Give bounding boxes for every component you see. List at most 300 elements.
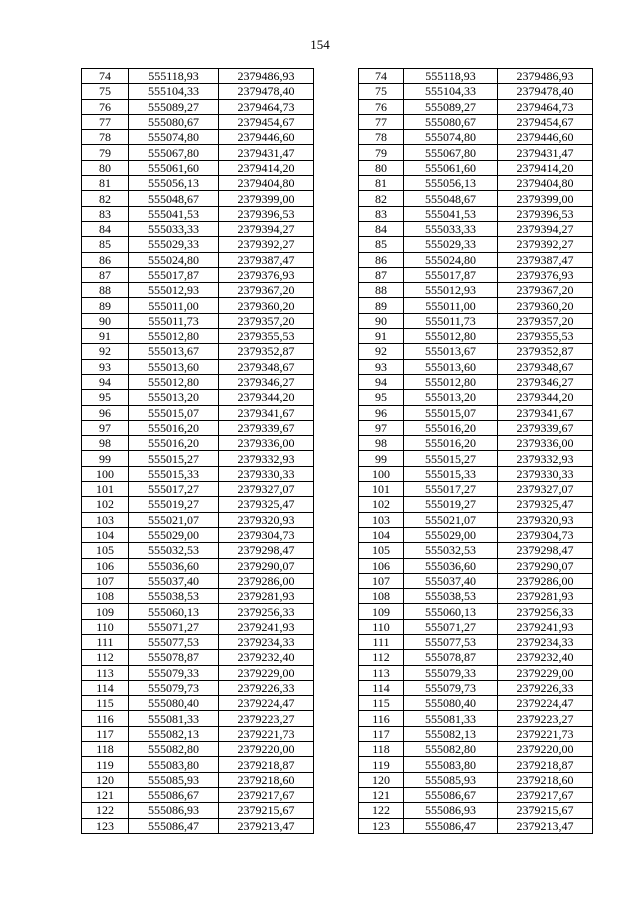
right-x-coordinate-cell: 555104,33 (404, 84, 498, 99)
right-y-coordinate-cell: 2379360,20 (498, 298, 593, 313)
column-gap (314, 390, 359, 405)
right-y-coordinate-cell: 2379281,93 (498, 589, 593, 604)
left-y-coordinate-cell: 2379387,47 (219, 252, 314, 267)
right-y-coordinate-cell: 2379346,27 (498, 374, 593, 389)
left-x-coordinate-cell: 555086,47 (129, 818, 219, 833)
column-gap (314, 696, 359, 711)
table-row (82, 742, 593, 757)
left-point-number-cell: 105 (82, 543, 129, 558)
right-point-number-cell: 90 (359, 313, 404, 328)
column-gap (314, 313, 359, 328)
table-row (82, 390, 593, 405)
right-y-coordinate-cell: 2379232,40 (498, 650, 593, 665)
right-y-coordinate-cell: 2379336,00 (498, 436, 593, 451)
table-row (82, 160, 593, 175)
left-point-number-cell: 87 (82, 267, 129, 282)
column-gap (314, 818, 359, 833)
left-x-coordinate-cell: 555015,07 (129, 405, 219, 420)
left-y-coordinate-cell: 2379330,33 (219, 466, 314, 481)
left-point-number-cell: 112 (82, 650, 129, 665)
right-x-coordinate-cell: 555017,27 (404, 482, 498, 497)
table-row (82, 604, 593, 619)
right-point-number-cell: 92 (359, 344, 404, 359)
left-x-coordinate-cell: 555080,40 (129, 696, 219, 711)
right-y-coordinate-cell: 2379218,60 (498, 772, 593, 787)
coordinates-table-body (82, 69, 593, 834)
right-point-number-cell: 85 (359, 237, 404, 252)
left-x-coordinate-cell: 555077,53 (129, 634, 219, 649)
left-x-coordinate-cell: 555086,67 (129, 787, 219, 802)
column-gap (314, 558, 359, 573)
right-y-coordinate-cell: 2379256,33 (498, 604, 593, 619)
left-point-number-cell: 102 (82, 497, 129, 512)
right-y-coordinate-cell: 2379414,20 (498, 160, 593, 175)
left-y-coordinate-cell: 2379394,27 (219, 221, 314, 236)
left-point-number-cell: 119 (82, 757, 129, 772)
left-y-coordinate-cell: 2379341,67 (219, 405, 314, 420)
right-x-coordinate-cell: 555074,80 (404, 130, 498, 145)
left-y-coordinate-cell: 2379304,73 (219, 527, 314, 542)
right-x-coordinate-cell: 555013,60 (404, 359, 498, 374)
left-x-coordinate-cell: 555012,80 (129, 329, 219, 344)
right-point-number-cell: 111 (359, 634, 404, 649)
table-row (82, 237, 593, 252)
right-point-number-cell: 84 (359, 221, 404, 236)
column-gap (314, 742, 359, 757)
left-point-number-cell: 120 (82, 772, 129, 787)
right-y-coordinate-cell: 2379376,93 (498, 267, 593, 282)
left-y-coordinate-cell: 2379226,33 (219, 680, 314, 695)
right-point-number-cell: 81 (359, 176, 404, 191)
left-point-number-cell: 83 (82, 206, 129, 221)
left-point-number-cell: 80 (82, 160, 129, 175)
right-point-number-cell: 107 (359, 573, 404, 588)
table-row (82, 665, 593, 680)
table-row (82, 176, 593, 191)
left-point-number-cell: 74 (82, 69, 129, 84)
left-x-coordinate-cell: 555118,93 (129, 69, 219, 84)
left-y-coordinate-cell: 2379392,27 (219, 237, 314, 252)
right-point-number-cell: 93 (359, 359, 404, 374)
right-x-coordinate-cell: 555048,67 (404, 191, 498, 206)
left-x-coordinate-cell: 555036,60 (129, 558, 219, 573)
left-point-number-cell: 91 (82, 329, 129, 344)
left-y-coordinate-cell: 2379336,00 (219, 436, 314, 451)
right-x-coordinate-cell: 555037,40 (404, 573, 498, 588)
right-point-number-cell: 86 (359, 252, 404, 267)
table-row (82, 543, 593, 558)
right-x-coordinate-cell: 555015,27 (404, 451, 498, 466)
right-point-number-cell: 89 (359, 298, 404, 313)
right-x-coordinate-cell: 555089,27 (404, 99, 498, 114)
left-point-number-cell: 121 (82, 787, 129, 802)
column-gap (314, 665, 359, 680)
column-gap (314, 176, 359, 191)
column-gap (314, 405, 359, 420)
table-row (82, 787, 593, 802)
left-y-coordinate-cell: 2379446,60 (219, 130, 314, 145)
table-row (82, 818, 593, 833)
left-y-coordinate-cell: 2379325,47 (219, 497, 314, 512)
table-row (82, 130, 593, 145)
right-x-coordinate-cell: 555038,53 (404, 589, 498, 604)
right-x-coordinate-cell: 555036,60 (404, 558, 498, 573)
right-x-coordinate-cell: 555013,67 (404, 344, 498, 359)
table-row (82, 329, 593, 344)
left-point-number-cell: 117 (82, 726, 129, 741)
right-y-coordinate-cell: 2379220,00 (498, 742, 593, 757)
table-row (82, 283, 593, 298)
column-gap (314, 680, 359, 695)
left-x-coordinate-cell: 555079,73 (129, 680, 219, 695)
table-row (82, 573, 593, 588)
right-y-coordinate-cell: 2379396,53 (498, 206, 593, 221)
left-y-coordinate-cell: 2379367,20 (219, 283, 314, 298)
left-x-coordinate-cell: 555081,33 (129, 711, 219, 726)
left-point-number-cell: 77 (82, 114, 129, 129)
left-x-coordinate-cell: 555033,33 (129, 221, 219, 236)
right-y-coordinate-cell: 2379399,00 (498, 191, 593, 206)
right-y-coordinate-cell: 2379223,27 (498, 711, 593, 726)
right-x-coordinate-cell: 555056,13 (404, 176, 498, 191)
right-x-coordinate-cell: 555085,93 (404, 772, 498, 787)
column-gap (314, 84, 359, 99)
left-point-number-cell: 78 (82, 130, 129, 145)
right-point-number-cell: 77 (359, 114, 404, 129)
left-x-coordinate-cell: 555017,87 (129, 267, 219, 282)
right-point-number-cell: 78 (359, 130, 404, 145)
right-x-coordinate-cell: 555011,00 (404, 298, 498, 313)
left-y-coordinate-cell: 2379396,53 (219, 206, 314, 221)
right-y-coordinate-cell: 2379320,93 (498, 512, 593, 527)
left-y-coordinate-cell: 2379486,93 (219, 69, 314, 84)
table-row (82, 145, 593, 160)
right-point-number-cell: 121 (359, 787, 404, 802)
left-point-number-cell: 108 (82, 589, 129, 604)
table-row (82, 527, 593, 542)
table-row (82, 558, 593, 573)
right-point-number-cell: 114 (359, 680, 404, 695)
table-row (82, 634, 593, 649)
left-y-coordinate-cell: 2379218,87 (219, 757, 314, 772)
left-x-coordinate-cell: 555086,93 (129, 803, 219, 818)
left-x-coordinate-cell: 555041,53 (129, 206, 219, 221)
table-row (82, 313, 593, 328)
left-point-number-cell: 97 (82, 420, 129, 435)
right-point-number-cell: 87 (359, 267, 404, 282)
column-gap (314, 573, 359, 588)
left-point-number-cell: 92 (82, 344, 129, 359)
left-x-coordinate-cell: 555060,13 (129, 604, 219, 619)
right-x-coordinate-cell: 555086,47 (404, 818, 498, 833)
left-point-number-cell: 106 (82, 558, 129, 573)
left-y-coordinate-cell: 2379256,33 (219, 604, 314, 619)
left-x-coordinate-cell: 555079,33 (129, 665, 219, 680)
left-x-coordinate-cell: 555016,20 (129, 436, 219, 451)
right-point-number-cell: 116 (359, 711, 404, 726)
right-point-number-cell: 117 (359, 726, 404, 741)
right-x-coordinate-cell: 555067,80 (404, 145, 498, 160)
left-point-number-cell: 122 (82, 803, 129, 818)
left-x-coordinate-cell: 555032,53 (129, 543, 219, 558)
left-point-number-cell: 89 (82, 298, 129, 313)
right-y-coordinate-cell: 2379394,27 (498, 221, 593, 236)
table-row (82, 344, 593, 359)
right-y-coordinate-cell: 2379344,20 (498, 390, 593, 405)
column-gap (314, 374, 359, 389)
column-gap (314, 69, 359, 84)
left-point-number-cell: 110 (82, 619, 129, 634)
left-y-coordinate-cell: 2379346,27 (219, 374, 314, 389)
table-row (82, 206, 593, 221)
column-gap (314, 589, 359, 604)
left-y-coordinate-cell: 2379332,93 (219, 451, 314, 466)
right-y-coordinate-cell: 2379486,93 (498, 69, 593, 84)
table-row (82, 99, 593, 114)
right-x-coordinate-cell: 555033,33 (404, 221, 498, 236)
right-x-coordinate-cell: 555077,53 (404, 634, 498, 649)
left-point-number-cell: 93 (82, 359, 129, 374)
right-x-coordinate-cell: 555013,20 (404, 390, 498, 405)
left-y-coordinate-cell: 2379232,40 (219, 650, 314, 665)
right-point-number-cell: 100 (359, 466, 404, 481)
right-x-coordinate-cell: 555118,93 (404, 69, 498, 84)
left-y-coordinate-cell: 2379348,67 (219, 359, 314, 374)
right-x-coordinate-cell: 555012,93 (404, 283, 498, 298)
right-point-number-cell: 108 (359, 589, 404, 604)
right-point-number-cell: 98 (359, 436, 404, 451)
right-point-number-cell: 102 (359, 497, 404, 512)
left-y-coordinate-cell: 2379355,53 (219, 329, 314, 344)
left-y-coordinate-cell: 2379290,07 (219, 558, 314, 573)
left-point-number-cell: 107 (82, 573, 129, 588)
left-point-number-cell: 109 (82, 604, 129, 619)
left-x-coordinate-cell: 555085,93 (129, 772, 219, 787)
right-y-coordinate-cell: 2379327,07 (498, 482, 593, 497)
page-number: 154 (310, 37, 330, 52)
right-y-coordinate-cell: 2379218,87 (498, 757, 593, 772)
right-y-coordinate-cell: 2379332,93 (498, 451, 593, 466)
right-x-coordinate-cell: 555012,80 (404, 374, 498, 389)
column-gap (314, 650, 359, 665)
right-y-coordinate-cell: 2379298,47 (498, 543, 593, 558)
left-y-coordinate-cell: 2379213,47 (219, 818, 314, 833)
left-x-coordinate-cell: 555067,80 (129, 145, 219, 160)
right-point-number-cell: 118 (359, 742, 404, 757)
left-x-coordinate-cell: 555011,73 (129, 313, 219, 328)
right-x-coordinate-cell: 555081,33 (404, 711, 498, 726)
left-point-number-cell: 75 (82, 84, 129, 99)
right-x-coordinate-cell: 555061,60 (404, 160, 498, 175)
left-x-coordinate-cell: 555037,40 (129, 573, 219, 588)
left-x-coordinate-cell: 555015,33 (129, 466, 219, 481)
left-y-coordinate-cell: 2379221,73 (219, 726, 314, 741)
left-x-coordinate-cell: 555016,20 (129, 420, 219, 435)
left-point-number-cell: 99 (82, 451, 129, 466)
left-x-coordinate-cell: 555074,80 (129, 130, 219, 145)
right-point-number-cell: 103 (359, 512, 404, 527)
right-y-coordinate-cell: 2379286,00 (498, 573, 593, 588)
right-y-coordinate-cell: 2379213,47 (498, 818, 593, 833)
right-y-coordinate-cell: 2379352,87 (498, 344, 593, 359)
left-point-number-cell: 79 (82, 145, 129, 160)
left-y-coordinate-cell: 2379360,20 (219, 298, 314, 313)
column-gap (314, 512, 359, 527)
right-y-coordinate-cell: 2379217,67 (498, 787, 593, 802)
left-y-coordinate-cell: 2379217,67 (219, 787, 314, 802)
left-y-coordinate-cell: 2379327,07 (219, 482, 314, 497)
left-point-number-cell: 116 (82, 711, 129, 726)
column-gap (314, 527, 359, 542)
right-point-number-cell: 74 (359, 69, 404, 84)
left-y-coordinate-cell: 2379357,20 (219, 313, 314, 328)
right-point-number-cell: 88 (359, 283, 404, 298)
left-point-number-cell: 96 (82, 405, 129, 420)
left-point-number-cell: 82 (82, 191, 129, 206)
right-y-coordinate-cell: 2379325,47 (498, 497, 593, 512)
right-x-coordinate-cell: 555011,73 (404, 313, 498, 328)
right-x-coordinate-cell: 555079,33 (404, 665, 498, 680)
right-y-coordinate-cell: 2379290,07 (498, 558, 593, 573)
right-y-coordinate-cell: 2379464,73 (498, 99, 593, 114)
right-x-coordinate-cell: 555017,87 (404, 267, 498, 282)
column-gap (314, 420, 359, 435)
right-y-coordinate-cell: 2379355,53 (498, 329, 593, 344)
right-y-coordinate-cell: 2379387,47 (498, 252, 593, 267)
table-row (82, 84, 593, 99)
right-x-coordinate-cell: 555016,20 (404, 436, 498, 451)
right-point-number-cell: 94 (359, 374, 404, 389)
right-y-coordinate-cell: 2379339,67 (498, 420, 593, 435)
right-point-number-cell: 104 (359, 527, 404, 542)
column-gap (314, 619, 359, 634)
table-row (82, 726, 593, 741)
right-y-coordinate-cell: 2379367,20 (498, 283, 593, 298)
left-point-number-cell: 86 (82, 252, 129, 267)
column-gap (314, 298, 359, 313)
right-x-coordinate-cell: 555060,13 (404, 604, 498, 619)
left-x-coordinate-cell: 555078,87 (129, 650, 219, 665)
table-row (82, 436, 593, 451)
column-gap (314, 726, 359, 741)
table-row (82, 420, 593, 435)
right-x-coordinate-cell: 555086,93 (404, 803, 498, 818)
left-y-coordinate-cell: 2379298,47 (219, 543, 314, 558)
left-point-number-cell: 123 (82, 818, 129, 833)
column-gap (314, 344, 359, 359)
left-y-coordinate-cell: 2379464,73 (219, 99, 314, 114)
right-x-coordinate-cell: 555083,80 (404, 757, 498, 772)
right-point-number-cell: 115 (359, 696, 404, 711)
left-x-coordinate-cell: 555080,67 (129, 114, 219, 129)
right-x-coordinate-cell: 555032,53 (404, 543, 498, 558)
right-point-number-cell: 82 (359, 191, 404, 206)
left-x-coordinate-cell: 555104,33 (129, 84, 219, 99)
right-x-coordinate-cell: 555029,33 (404, 237, 498, 252)
left-point-number-cell: 118 (82, 742, 129, 757)
left-point-number-cell: 103 (82, 512, 129, 527)
left-point-number-cell: 88 (82, 283, 129, 298)
left-point-number-cell: 76 (82, 99, 129, 114)
column-gap (314, 436, 359, 451)
column-gap (314, 604, 359, 619)
right-point-number-cell: 109 (359, 604, 404, 619)
column-gap (314, 787, 359, 802)
column-gap (314, 803, 359, 818)
column-gap (314, 711, 359, 726)
right-x-coordinate-cell: 555078,87 (404, 650, 498, 665)
left-y-coordinate-cell: 2379478,40 (219, 84, 314, 99)
left-point-number-cell: 85 (82, 237, 129, 252)
table-row (82, 359, 593, 374)
left-y-coordinate-cell: 2379404,80 (219, 176, 314, 191)
table-row (82, 405, 593, 420)
table-row (82, 114, 593, 129)
table-row (82, 267, 593, 282)
left-x-coordinate-cell: 555029,00 (129, 527, 219, 542)
table-row (82, 374, 593, 389)
left-y-coordinate-cell: 2379229,00 (219, 665, 314, 680)
right-x-coordinate-cell: 555080,40 (404, 696, 498, 711)
right-point-number-cell: 83 (359, 206, 404, 221)
right-point-number-cell: 95 (359, 390, 404, 405)
right-y-coordinate-cell: 2379454,67 (498, 114, 593, 129)
right-x-coordinate-cell: 555086,67 (404, 787, 498, 802)
left-point-number-cell: 81 (82, 176, 129, 191)
right-point-number-cell: 76 (359, 99, 404, 114)
left-y-coordinate-cell: 2379339,67 (219, 420, 314, 435)
right-x-coordinate-cell: 555082,13 (404, 726, 498, 741)
left-x-coordinate-cell: 555071,27 (129, 619, 219, 634)
right-point-number-cell: 79 (359, 145, 404, 160)
right-y-coordinate-cell: 2379446,60 (498, 130, 593, 145)
left-x-coordinate-cell: 555013,60 (129, 359, 219, 374)
right-point-number-cell: 105 (359, 543, 404, 558)
right-x-coordinate-cell: 555021,07 (404, 512, 498, 527)
column-gap (314, 206, 359, 221)
table-row (82, 619, 593, 634)
right-y-coordinate-cell: 2379357,20 (498, 313, 593, 328)
right-y-coordinate-cell: 2379392,27 (498, 237, 593, 252)
column-gap (314, 267, 359, 282)
table-row (82, 711, 593, 726)
right-y-coordinate-cell: 2379404,80 (498, 176, 593, 191)
right-y-coordinate-cell: 2379224,47 (498, 696, 593, 711)
left-point-number-cell: 101 (82, 482, 129, 497)
left-point-number-cell: 95 (82, 390, 129, 405)
right-point-number-cell: 106 (359, 558, 404, 573)
left-x-coordinate-cell: 555029,33 (129, 237, 219, 252)
left-y-coordinate-cell: 2379241,93 (219, 619, 314, 634)
table-row (82, 69, 593, 84)
table-row (82, 451, 593, 466)
left-x-coordinate-cell: 555012,93 (129, 283, 219, 298)
right-x-coordinate-cell: 555029,00 (404, 527, 498, 542)
right-x-coordinate-cell: 555019,27 (404, 497, 498, 512)
left-y-coordinate-cell: 2379215,67 (219, 803, 314, 818)
table-row (82, 680, 593, 695)
table-row (82, 696, 593, 711)
left-y-coordinate-cell: 2379399,00 (219, 191, 314, 206)
table-row (82, 497, 593, 512)
left-y-coordinate-cell: 2379414,20 (219, 160, 314, 175)
column-gap (314, 772, 359, 787)
right-y-coordinate-cell: 2379234,33 (498, 634, 593, 649)
column-gap (314, 145, 359, 160)
right-y-coordinate-cell: 2379330,33 (498, 466, 593, 481)
left-y-coordinate-cell: 2379454,67 (219, 114, 314, 129)
coordinates-table (81, 68, 593, 834)
